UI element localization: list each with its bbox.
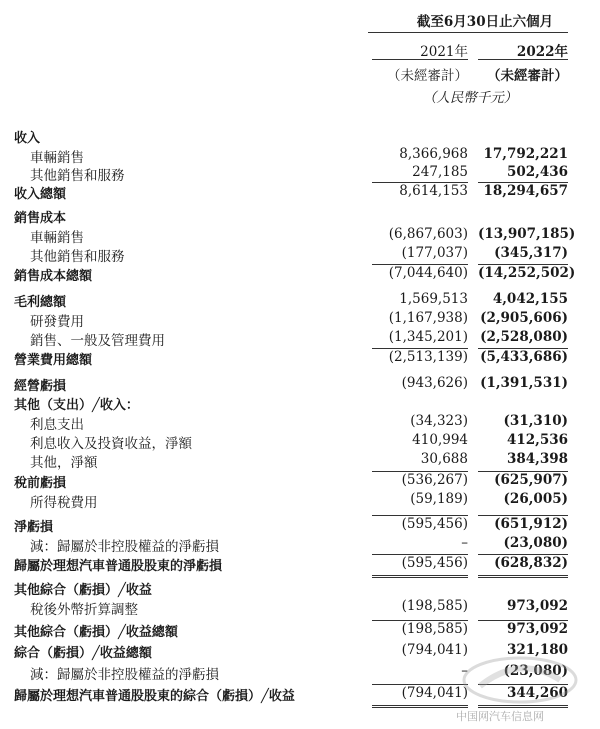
value-2021: (198,585) (401, 598, 468, 614)
value-2022: (2,905,606) (480, 310, 568, 326)
value-2021: (595,456) (401, 516, 468, 532)
value-2022: 973,092 (506, 621, 568, 637)
statement-row (0, 450, 600, 470)
value-2022: (14,252,502) (478, 265, 576, 281)
statement-row (0, 515, 600, 535)
row-label: 歸屬於理想汽車普通股股東的淨虧損 (14, 559, 223, 574)
value-2022: 344,260 (506, 685, 568, 701)
value-2022: (345,317) (494, 245, 568, 261)
value-2022: (23,080) (503, 663, 568, 679)
value-2022: 17,792,221 (483, 146, 568, 162)
value-2021: (536,267) (401, 472, 468, 488)
statement-row (0, 182, 600, 202)
value-2021: 8,614,153 (399, 183, 468, 199)
watermark-logo (460, 650, 580, 714)
value-2021: (34,323) (410, 413, 468, 429)
row-label: 所得稅費用 (30, 495, 98, 511)
statement-row (0, 126, 600, 146)
row-label: 研發費用 (30, 314, 84, 330)
row-label: 銷售成本 (14, 211, 67, 226)
statement-row (0, 290, 600, 310)
value-2021: (2,513,139) (388, 349, 468, 365)
row-label: 稅後外幣折算調整 (30, 602, 138, 618)
row-label: 利息支出 (30, 417, 84, 433)
value-2021: 8,366,968 (399, 146, 468, 162)
row-label: 稅前虧損 (14, 476, 67, 491)
statement-row (0, 620, 600, 640)
value-2021: (943,626) (401, 375, 468, 391)
value-2022: (2,528,080) (480, 329, 568, 345)
statement-row (0, 244, 600, 264)
statement-row (0, 163, 600, 183)
value-2022: (31,310) (503, 413, 568, 429)
value-2022: 973,092 (506, 598, 568, 614)
row-label: 歸屬於理想汽車普通股股東的綜合（虧損）╱收益 (14, 689, 295, 704)
row-label: 其他銷售和服務 (30, 249, 125, 265)
row-label: 淨虧損 (14, 520, 54, 535)
row-label: 其他綜合（虧損）╱收益總額 (14, 625, 178, 640)
value-2021: (177,037) (401, 245, 468, 261)
value-2022: (5,433,686) (480, 349, 568, 365)
value-2022: (26,005) (503, 491, 568, 507)
statement-row (0, 225, 600, 245)
audit-2022-note: （未經審計） (487, 68, 568, 84)
value-2021: 30,688 (420, 451, 468, 467)
row-label: 減：歸屬於非控股權益的淨虧損 (30, 667, 219, 683)
row-label: 毛利總額 (14, 295, 67, 310)
value-2022: (625,907) (494, 472, 568, 488)
row-label: 其他，淨額 (30, 455, 98, 471)
statement-row (0, 374, 600, 394)
statement-row (0, 554, 600, 574)
value-2021: (794,041) (401, 642, 468, 658)
value-2021: (198,585) (401, 621, 468, 637)
double-underline (372, 705, 468, 708)
row-label: 利息收入及投資收益，淨額 (30, 436, 192, 452)
value-2021: – (461, 535, 468, 551)
statement-row (0, 412, 600, 432)
row-label: 銷售成本總額 (14, 269, 93, 284)
statement-row (0, 597, 600, 617)
year-2022-header: 2022年 (516, 44, 568, 60)
value-2021: (6,867,603) (388, 226, 468, 242)
value-2022: (1,391,531) (480, 375, 568, 391)
statement-row (0, 264, 600, 284)
audit-2021-note: （未經審計） (387, 68, 468, 84)
statement-row (0, 534, 600, 554)
value-2021: (794,041) (401, 685, 468, 701)
row-label: 銷售、一般及管理費用 (30, 333, 165, 349)
row-label: 減：歸屬於非控股權益的淨虧損 (30, 539, 219, 555)
value-2021: 247,185 (412, 164, 468, 180)
value-2021: (1,167,938) (388, 310, 468, 326)
value-2021: 1,569,513 (399, 291, 468, 307)
statement-row (0, 206, 600, 226)
row-label: 營業費用總額 (14, 353, 93, 368)
statement-row (0, 145, 600, 165)
year-2021-header: 2021年 (420, 44, 468, 60)
statement-row (0, 431, 600, 451)
watermark-text: 中国网汽车信息网 (456, 710, 544, 723)
value-2021: (7,044,640) (388, 265, 468, 281)
year-2022-underline (478, 59, 568, 60)
value-2021: (59,189) (410, 491, 468, 507)
row-label: 車輛銷售 (30, 150, 84, 166)
value-2022: (651,912) (494, 516, 568, 532)
row-label: 其他（支出）╱收入： (14, 398, 139, 413)
value-2022: 321,180 (506, 642, 568, 658)
value-2022: 412,536 (506, 432, 568, 448)
period-underline (368, 32, 568, 33)
row-label: 其他銷售和服務 (30, 168, 125, 184)
value-2022: 384,398 (506, 451, 568, 467)
value-2022: (13,907,185) (478, 226, 576, 242)
value-2021: – (461, 663, 468, 679)
year-2021-underline (372, 59, 468, 60)
statement-row (0, 490, 600, 510)
value-2021: (1,345,201) (388, 329, 468, 345)
value-2022: (628,832) (494, 555, 568, 571)
row-label: 收入總額 (14, 187, 67, 202)
statement-row (0, 471, 600, 491)
statement-row (0, 348, 600, 368)
row-label: 經營虧損 (14, 379, 67, 394)
statement-row (0, 578, 600, 598)
value-2022: 502,436 (506, 164, 568, 180)
value-2021: 410,994 (412, 432, 468, 448)
value-2022: 18,294,657 (483, 183, 568, 199)
row-label: 綜合（虧損）╱收益總額 (14, 646, 152, 661)
statement-row (0, 328, 600, 348)
value-2022: 4,042,155 (492, 291, 568, 307)
currency-unit-note: （人民幣千元） (422, 90, 518, 106)
row-label: 其他綜合（虧損）╱收益 (14, 583, 152, 598)
period-header: 截至6月30日止六個月 (416, 14, 554, 30)
statement-row (0, 393, 600, 413)
value-2022: (23,080) (503, 535, 568, 551)
row-label: 車輛銷售 (30, 230, 84, 246)
value-2021: (595,456) (401, 555, 468, 571)
row-label: 收入 (14, 131, 41, 146)
statement-row (0, 309, 600, 329)
